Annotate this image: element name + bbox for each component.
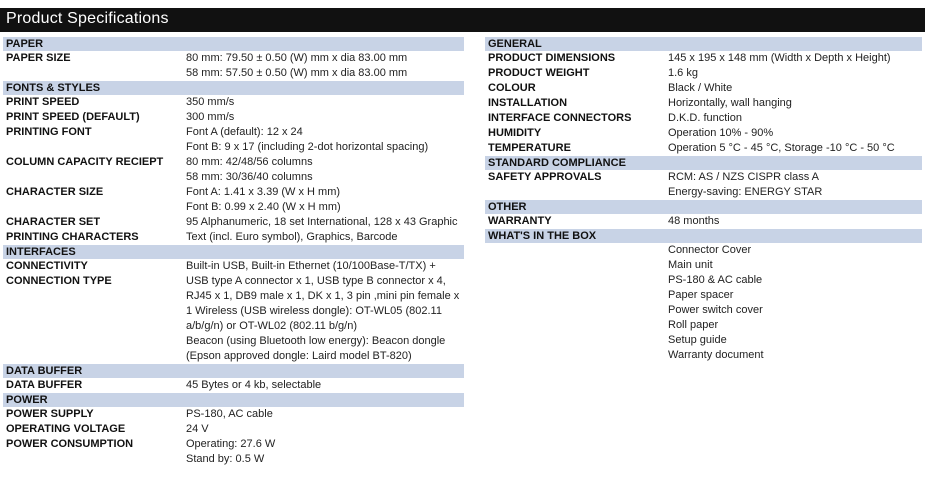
spec-row bbox=[3, 407, 464, 422]
spec-value: (Epson approved dongle: Laird model BT-820) bbox=[186, 350, 412, 362]
spec-row bbox=[3, 185, 464, 215]
section-header-interfaces: INTERFACES bbox=[3, 245, 464, 259]
spec-value: Operation 5 °C - 45 °C, Storage -10 °C - 50 °C bbox=[668, 142, 895, 154]
spec-value: Black / White bbox=[668, 82, 733, 94]
spec-label: CONNECTIVITY bbox=[6, 260, 88, 272]
section-header-data-buffer: DATA BUFFER bbox=[3, 364, 464, 378]
spec-value: 24 V bbox=[186, 423, 209, 435]
spec-value: 45 Bytes or 4 kb, selectable bbox=[186, 379, 322, 391]
spec-value: PS-180 & AC cable bbox=[668, 274, 763, 286]
spec-values bbox=[186, 230, 464, 245]
spec-value: 48 months bbox=[668, 215, 720, 227]
spec-value: 95 Alphanumeric, 18 set International, 128 x 43 Graphic bbox=[186, 216, 458, 228]
spec-label: PAPER SIZE bbox=[6, 52, 71, 64]
spec-value: Paper spacer bbox=[668, 289, 734, 301]
spec-value: Font B: 9 x 17 (including 2-dot horizontal spacing) bbox=[186, 141, 429, 153]
left-column bbox=[3, 37, 464, 467]
spec-value: 300 mm/s bbox=[186, 111, 235, 123]
section-header-power: POWER bbox=[3, 393, 464, 407]
spec-values bbox=[668, 111, 922, 126]
spec-value: Operating: 27.6 W bbox=[186, 438, 276, 450]
spec-row bbox=[485, 170, 922, 200]
spec-label: SAFETY APPROVALS bbox=[488, 171, 602, 183]
spec-value: 145 x 195 x 148 mm (Width x Depth x Height) bbox=[668, 52, 891, 64]
spec-value: 58 mm: 57.50 ± 0.50 (W) mm x dia 83.00 mm bbox=[186, 67, 408, 79]
spec-row bbox=[3, 51, 464, 81]
spec-values bbox=[668, 243, 922, 363]
spec-values bbox=[186, 185, 464, 215]
spec-label: CHARACTER SET bbox=[6, 216, 101, 228]
spec-value: 80 mm: 79.50 ± 0.50 (W) mm x dia 83.00 mm bbox=[186, 52, 408, 64]
spec-values bbox=[668, 170, 922, 200]
spec-values bbox=[186, 259, 464, 274]
spec-values bbox=[186, 215, 464, 230]
spec-values bbox=[186, 125, 464, 155]
spec-row bbox=[3, 259, 464, 274]
spec-values bbox=[186, 274, 464, 364]
spec-row bbox=[485, 51, 922, 66]
spec-row bbox=[3, 110, 464, 125]
spec-value: Warranty document bbox=[668, 349, 764, 361]
spec-label: POWER SUPPLY bbox=[6, 408, 94, 420]
section-header-other: OTHER bbox=[485, 200, 922, 214]
spec-label: CONNECTION TYPE bbox=[6, 275, 112, 287]
spec-value: USB type A connector x 1, USB type B connector x 4, bbox=[186, 275, 446, 287]
spec-row bbox=[485, 66, 922, 81]
right-column bbox=[485, 37, 922, 363]
spec-values bbox=[668, 214, 922, 229]
spec-value: RJ45 x 1, DB9 male x 1, DK x 1, 3 pin ,mini pin female x bbox=[186, 290, 460, 302]
page-title: Product Specifications bbox=[6, 10, 169, 27]
spec-value: Roll paper bbox=[668, 319, 719, 331]
spec-values bbox=[186, 378, 464, 393]
spec-values bbox=[668, 66, 922, 81]
spec-value: Stand by: 0.5 W bbox=[186, 453, 265, 465]
spec-row bbox=[3, 437, 464, 467]
spec-row bbox=[485, 126, 922, 141]
spec-value: D.K.D. function bbox=[668, 112, 742, 124]
spec-value: 1.6 kg bbox=[668, 67, 698, 79]
spec-value: Connector Cover bbox=[668, 244, 752, 256]
spec-row bbox=[485, 81, 922, 96]
spec-label: INTERFACE CONNECTORS bbox=[488, 112, 632, 124]
spec-label: WARRANTY bbox=[488, 215, 552, 227]
spec-value: Font B: 0.99 x 2.40 (W x H mm) bbox=[186, 201, 341, 213]
spec-value: Font A (default): 12 x 24 bbox=[186, 126, 303, 138]
spec-row bbox=[3, 125, 464, 155]
spec-label: TEMPERATURE bbox=[488, 142, 571, 154]
spec-row bbox=[3, 95, 464, 110]
spec-row bbox=[485, 243, 922, 363]
spec-values bbox=[668, 81, 922, 96]
spec-label: PRODUCT DIMENSIONS bbox=[488, 52, 616, 64]
spec-row bbox=[485, 96, 922, 111]
spec-values bbox=[668, 141, 922, 156]
spec-row bbox=[3, 215, 464, 230]
spec-label: COLUMN CAPACITY RECIEPT bbox=[6, 156, 164, 168]
spec-values bbox=[186, 155, 464, 185]
spec-label bbox=[485, 243, 668, 363]
spec-label: HUMIDITY bbox=[488, 127, 542, 139]
spec-row bbox=[3, 422, 464, 437]
spec-row bbox=[3, 155, 464, 185]
spec-label: PRINT SPEED (DEFAULT) bbox=[6, 111, 140, 123]
spec-value: Main unit bbox=[668, 259, 713, 271]
spec-label: POWER CONSUMPTION bbox=[6, 438, 134, 450]
spec-label: DATA BUFFER bbox=[6, 379, 83, 391]
spec-label: CHARACTER SIZE bbox=[6, 186, 104, 198]
spec-value: Beacon (using Bluetooth low energy): Beacon dongle bbox=[186, 335, 446, 347]
spec-value: 350 mm/s bbox=[186, 96, 235, 108]
spec-values bbox=[668, 51, 922, 66]
section-header-general: GENERAL bbox=[485, 37, 922, 51]
spec-value: Setup guide bbox=[668, 334, 727, 346]
spec-label: INSTALLATION bbox=[488, 97, 568, 109]
spec-value: 1 Wireless (USB wireless dongle): OT-WL05 (802.11 bbox=[186, 305, 442, 317]
spec-value: PS-180, AC cable bbox=[186, 408, 273, 420]
spec-label: OPERATING VOLTAGE bbox=[6, 423, 126, 435]
title-bar bbox=[0, 8, 925, 32]
spec-value: 80 mm: 42/48/56 columns bbox=[186, 156, 313, 168]
spec-values bbox=[186, 51, 464, 81]
spec-value: Energy-saving: ENERGY STAR bbox=[668, 186, 823, 198]
spec-row bbox=[485, 214, 922, 229]
spec-value: Font A: 1.41 x 3.39 (W x H mm) bbox=[186, 186, 341, 198]
spec-label: PRINTING FONT bbox=[6, 126, 92, 138]
section-header-fonts-styles: FONTS & STYLES bbox=[3, 81, 464, 95]
spec-label: PRODUCT WEIGHT bbox=[488, 67, 590, 79]
spec-label: COLOUR bbox=[488, 82, 536, 94]
spec-row bbox=[485, 111, 922, 126]
spec-value: Text (incl. Euro symbol), Graphics, Barcode bbox=[186, 231, 398, 243]
spec-value: RCM: AS / NZS CISPR class A bbox=[668, 171, 819, 183]
spec-label: PRINT SPEED bbox=[6, 96, 80, 108]
spec-value: 58 mm: 30/36/40 columns bbox=[186, 171, 313, 183]
spec-values bbox=[186, 95, 464, 110]
spec-row bbox=[3, 230, 464, 245]
section-header-what-s-in-the-box: WHAT'S IN THE BOX bbox=[485, 229, 922, 243]
spec-value: Operation 10% - 90% bbox=[668, 127, 774, 139]
spec-value: Power switch cover bbox=[668, 304, 763, 316]
spec-row bbox=[3, 274, 464, 364]
spec-values bbox=[186, 110, 464, 125]
spec-value: a/b/g/n) or OT-WL02 (802.11 b/g/n) bbox=[186, 320, 357, 332]
section-header-paper: PAPER bbox=[3, 37, 464, 51]
spec-label: PRINTING CHARACTERS bbox=[6, 231, 139, 243]
spec-value: Built-in USB, Built-in Ethernet (10/100Base-T/TX) + bbox=[186, 260, 436, 272]
spec-value: Horizontally, wall hanging bbox=[668, 97, 792, 109]
spec-row bbox=[3, 378, 464, 393]
section-header-standard-compliance: STANDARD COMPLIANCE bbox=[485, 156, 922, 170]
spec-values bbox=[668, 96, 922, 111]
spec-values bbox=[186, 437, 464, 467]
spec-values bbox=[186, 422, 464, 437]
spec-row bbox=[485, 141, 922, 156]
spec-values bbox=[668, 126, 922, 141]
spec-values bbox=[186, 407, 464, 422]
